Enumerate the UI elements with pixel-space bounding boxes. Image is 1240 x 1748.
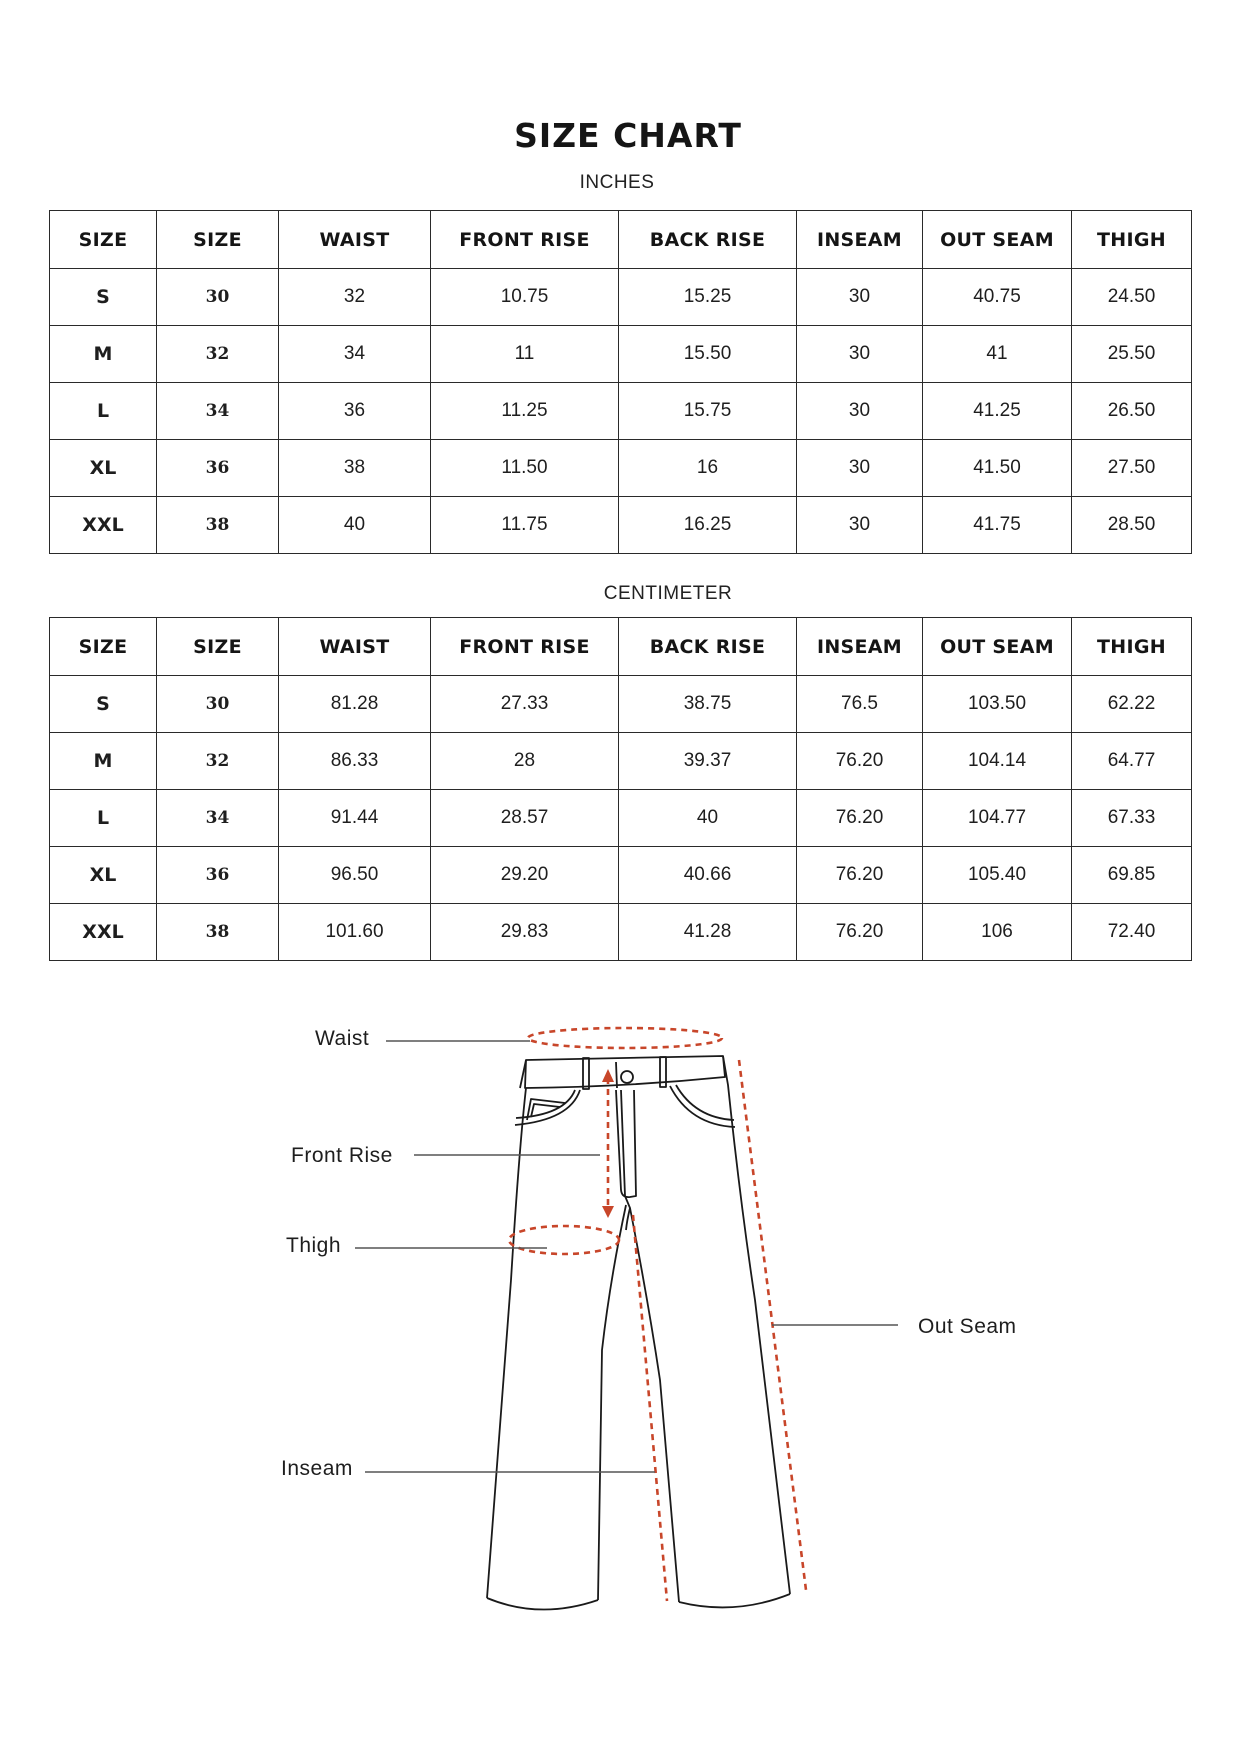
measurement-cell: 16.25 [619,497,797,554]
measurement-cell: 30 [797,383,923,440]
column-header: WAIST [279,211,431,269]
measurement-cell: 64.77 [1072,733,1192,790]
measurement-cell: 103.50 [923,676,1072,733]
column-header: SIZE [50,618,157,676]
waist-label: Waist [315,1027,370,1050]
left-leg-outer [487,1088,526,1598]
measurement-cell: 67.33 [1072,790,1192,847]
measurement-cell: 29.20 [431,847,619,904]
column-header: THIGH [1072,211,1192,269]
measurement-cell: 11 [431,326,619,383]
size-number-cell: 34 [157,383,279,440]
size-label-cell: S [50,269,157,326]
measurement-cell: 105.40 [923,847,1072,904]
measurement-cell: 96.50 [279,847,431,904]
thigh-measure-ellipse [509,1226,619,1254]
measurement-cell: 10.75 [431,269,619,326]
measurement-cell: 30 [797,269,923,326]
measurement-cell: 34 [279,326,431,383]
page-title: SIZE CHART [514,116,742,155]
measurement-cell: 25.50 [1072,326,1192,383]
jeans-outline [487,1056,790,1610]
leader-lines [355,1041,898,1472]
size-label-cell: XL [50,440,157,497]
size-label-cell: XXL [50,497,157,554]
column-header: THIGH [1072,618,1192,676]
column-header: WAIST [279,618,431,676]
column-header: OUT SEAM [923,618,1072,676]
column-header: INSEAM [797,618,923,676]
measurement-guides [509,1028,806,1601]
measurement-cell: 91.44 [279,790,431,847]
size-number-cell: 36 [157,440,279,497]
measurement-cell: 24.50 [1072,269,1192,326]
measurement-cell: 101.60 [279,904,431,961]
measurement-cell: 41.75 [923,497,1072,554]
measurement-cell: 76.20 [797,790,923,847]
measurement-cell: 26.50 [1072,383,1192,440]
measurement-cell: 86.33 [279,733,431,790]
measurement-cell: 27.50 [1072,440,1192,497]
size-label-cell: L [50,383,157,440]
column-header: FRONT RISE [431,618,619,676]
size-label-cell: M [50,326,157,383]
column-header: BACK RISE [619,618,797,676]
column-header: OUT SEAM [923,211,1072,269]
measurement-cell: 106 [923,904,1072,961]
measurement-cell: 40 [619,790,797,847]
measurement-cell: 41.50 [923,440,1072,497]
measurement-cell: 38.75 [619,676,797,733]
measurement-cell: 30 [797,326,923,383]
size-number-cell: 36 [157,847,279,904]
measurement-cell: 15.50 [619,326,797,383]
measurement-cell: 69.85 [1072,847,1192,904]
column-header: BACK RISE [619,211,797,269]
right-hem [679,1594,790,1607]
size-number-cell: 38 [157,497,279,554]
measurement-cell: 76.5 [797,676,923,733]
measurement-cell: 104.77 [923,790,1072,847]
column-header: SIZE [157,618,279,676]
left-leg-inner [598,1205,626,1600]
button [621,1071,633,1083]
size-label-cell: S [50,676,157,733]
inches-caption: INCHES [579,172,655,193]
belt-loop-left [583,1058,589,1089]
measurement-cell: 41 [923,326,1072,383]
measurement-cell: 38 [279,440,431,497]
measurement-cell: 28.57 [431,790,619,847]
size-label-cell: M [50,733,157,790]
size-label-cell: L [50,790,157,847]
size-label-cell: XL [50,847,157,904]
measurement-cell: 11.75 [431,497,619,554]
measurement-cell: 40 [279,497,431,554]
measurement-cell: 41.25 [923,383,1072,440]
size-number-cell: 30 [157,676,279,733]
measurement-cell: 81.28 [279,676,431,733]
inseam-label: Inseam [281,1457,353,1480]
size-number-cell: 38 [157,904,279,961]
column-header: INSEAM [797,211,923,269]
measurement-cell: 41.28 [619,904,797,961]
size-number-cell: 32 [157,733,279,790]
measurement-cell: 15.25 [619,269,797,326]
measurement-cell: 11.50 [431,440,619,497]
waist-measure-ellipse [528,1028,722,1048]
measurement-cell: 30 [797,440,923,497]
size-number-cell: 34 [157,790,279,847]
measurement-cell: 36 [279,383,431,440]
measurement-cell: 76.20 [797,733,923,790]
measurement-cell: 72.40 [1072,904,1192,961]
measurement-cell: 28 [431,733,619,790]
measurement-cell: 27.33 [431,676,619,733]
measurement-cell: 28.50 [1072,497,1192,554]
column-header: SIZE [157,211,279,269]
measurement-cell: 104.14 [923,733,1072,790]
measurement-cell: 76.20 [797,904,923,961]
measurement-cell: 30 [797,497,923,554]
front-rise-label: Front Rise [291,1144,393,1167]
measurement-cell: 40.66 [619,847,797,904]
measurement-cell: 62.22 [1072,676,1192,733]
size-label-cell: XXL [50,904,157,961]
measurement-cell: 40.75 [923,269,1072,326]
thigh-label: Thigh [286,1234,342,1257]
measurement-cell: 16 [619,440,797,497]
centimeter-caption: CENTIMETER [603,583,733,604]
left-hem [487,1598,598,1610]
measurement-cell: 76.20 [797,847,923,904]
column-header: SIZE [50,211,157,269]
fly-edge-top [616,1062,617,1088]
column-header: FRONT RISE [431,211,619,269]
measurement-cell: 32 [279,269,431,326]
front-rise-arrow-up-icon [602,1069,614,1082]
size-number-cell: 32 [157,326,279,383]
measurement-cell: 15.75 [619,383,797,440]
measurement-cell: 11.25 [431,383,619,440]
measurement-cell: 39.37 [619,733,797,790]
front-rise-arrow-down-icon [602,1206,614,1218]
measurement-cell: 29.83 [431,904,619,961]
right-leg-inner [630,1208,679,1602]
size-number-cell: 30 [157,269,279,326]
out-seam-label: Out Seam [918,1315,1017,1338]
zipper-fly [616,1090,636,1197]
